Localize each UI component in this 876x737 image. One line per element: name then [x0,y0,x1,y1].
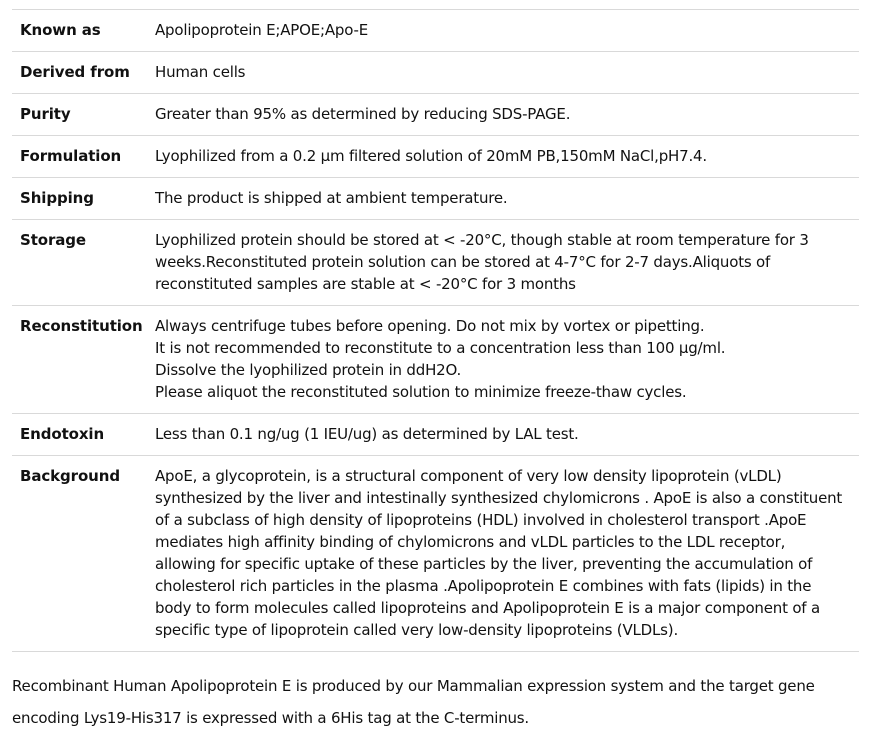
spec-row-reconstitution [12,306,859,414]
spec-label: Storage [20,231,87,249]
spec-label: Purity [20,105,71,123]
spec-label: Derived from [20,63,130,81]
spec-value: Lyophilized protein should be stored at < -20°C, though stable at room temperature for 3 weeks.Reconstituted protein solution can be stored at 4-7°C for 2-7 days.Aliquots of reconstituted samples are stable at < -20°C for 3 months [155,231,809,293]
spec-label: Formulation [20,147,122,165]
product-description: Recombinant Human Apolipoprotein E is produced by our Mammalian expression system and the target gene encoding Lys19-His317 is expressed with a 6His tag at the C-terminus. [12,677,815,727]
spec-label: Known as [20,21,101,39]
spec-value: Human cells [155,63,246,81]
spec-value: The product is shipped at ambient temperature. [155,189,508,207]
spec-row-purity [12,94,859,136]
spec-row-storage [12,220,859,306]
spec-row-background [12,456,859,652]
spec-value: Less than 0.1 ng/ug (1 IEU/ug) as determined by LAL test. [155,425,579,443]
spec-value: ApoE, a glycoprotein, is a structural component of very low density lipoprotein (vLDL) synthesized by the liver and intestinally synthesized chylomicrons . ApoE is also a constituent of a subclass of high density of lipoproteins (HDL) involved in cholesterol transport .ApoE mediates high affinity binding of chylomicrons and vLDL particles to the LDL receptor, allowing for specific uptake of these particles by the liver, preventing the accumulation of cholesterol rich particles in the plasma .Apolipoprotein E combines with fats (lipids) in the body to form molecules called lipoproteins and Apolipoprotein E is a major component of a specific type of lipoprotein called very low-density lipoproteins (VLDLs). [155,467,843,639]
spec-value [155,306,859,414]
spec-row-endotoxin [12,414,859,456]
spec-label: Shipping [20,189,94,207]
spec-value: Greater than 95% as determined by reducing SDS-PAGE. [155,105,571,123]
spec-row-derived-from [12,52,859,94]
product-spec-table [12,9,859,652]
spec-value: Lyophilized from a 0.2 μm filtered solution of 20mM PB,150mM NaCl,pH7.4. [155,147,707,165]
reconstitution-line: Always centrifuge tubes before opening. Do not mix by vortex or pipetting. [155,317,705,335]
reconstitution-line: Dissolve the lyophilized protein in ddH2O. [155,361,462,379]
reconstitution-line: Please aliquot the reconstituted solution to minimize freeze-thaw cycles. [155,383,687,401]
spec-value: Apolipoprotein E;APOE;Apo-E [155,21,368,39]
spec-label: Endotoxin [20,425,105,443]
spec-label: Background [20,467,120,485]
spec-row-shipping [12,178,859,220]
spec-row-known-as [12,10,859,52]
spec-label: Reconstitution [20,317,143,335]
spec-row-formulation [12,136,859,178]
reconstitution-line: It is not recommended to reconstitute to a concentration less than 100 μg/ml. [155,339,726,357]
